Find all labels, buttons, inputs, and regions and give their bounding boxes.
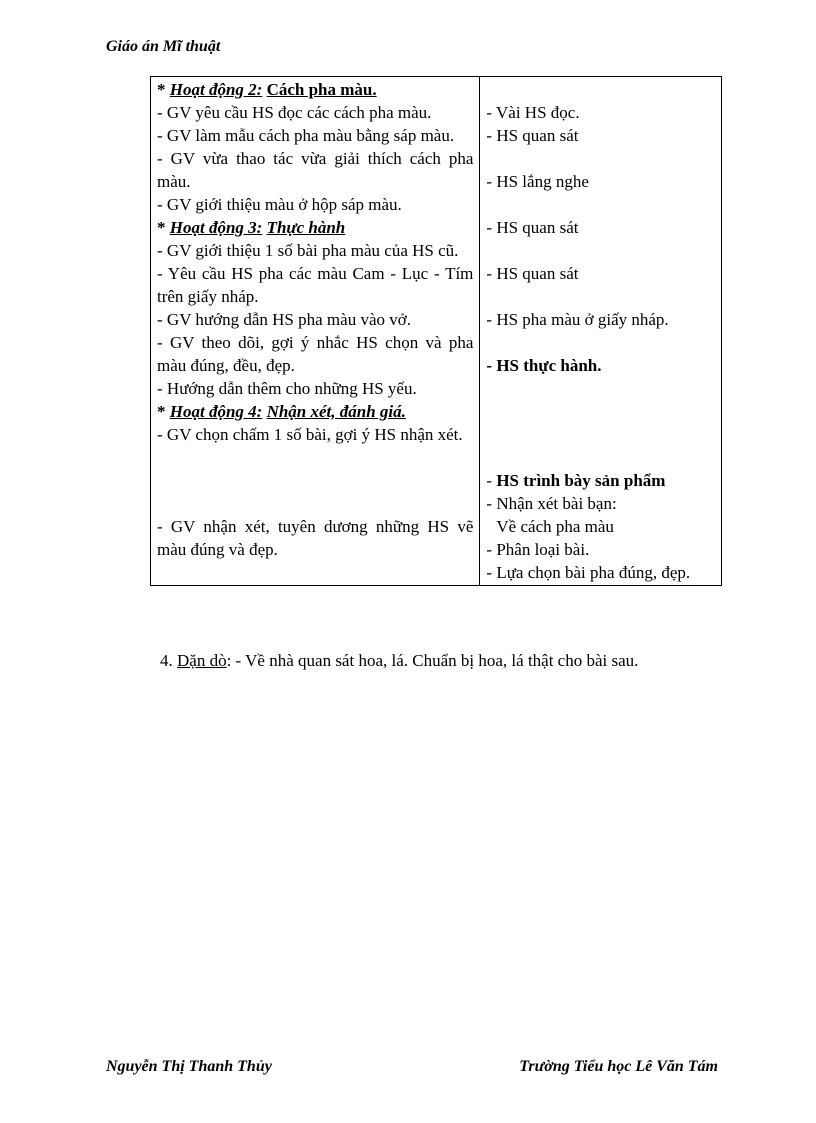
school-name: Trường Tiểu học Lê Văn Tám	[519, 1058, 718, 1075]
activity-name: Hoạt động 2:	[169, 80, 263, 99]
teacher-step: - GV hướng dẫn HS pha màu vào vở.	[157, 310, 411, 329]
teacher-step: - GV yêu cầu HS đọc các cách pha màu.	[157, 103, 432, 122]
student-step: - HS quan sát	[486, 126, 579, 145]
student-step	[486, 469, 715, 492]
homework-note	[160, 651, 638, 671]
student-step: - Vài HS đọc.	[486, 103, 580, 122]
activity-3-heading	[157, 216, 473, 239]
page-header: Giáo án Mĩ thuật	[106, 38, 221, 55]
teacher-step: - Yêu cầu HS pha các màu Cam - Lục - Tím trên giấy nháp.	[157, 264, 474, 306]
table-row	[151, 77, 722, 586]
activity-4-heading	[157, 400, 473, 423]
student-step: Về cách pha màu	[496, 517, 614, 536]
teacher-step: - GV chọn chấm 1 số bài, gợi ý HS nhận xét.	[157, 425, 463, 444]
lesson-table	[150, 76, 722, 586]
teacher-step: - GV nhận xét, tuyên dương những HS vẽ màu đúng và đẹp.	[157, 517, 474, 559]
star-marker: *	[157, 402, 170, 421]
student-cell	[480, 77, 722, 586]
teacher-step: - GV làm mẫu cách pha màu bằng sáp màu.	[157, 126, 455, 145]
star-marker: *	[157, 80, 170, 99]
activity-2-heading	[157, 80, 377, 99]
author-name: Nguyễn Thị Thanh Thủy	[106, 1058, 272, 1075]
note-label: Dặn dò	[177, 651, 227, 670]
student-step: - Phân loại bài.	[486, 540, 590, 559]
student-step: - HS quan sát	[486, 264, 579, 283]
teacher-step: - GV theo dõi, gợi ý nhắc HS chọn và pha màu đúng, đều, đẹp.	[157, 333, 474, 375]
activity-title: Thực hành	[266, 218, 346, 237]
student-step: - HS thực hành.	[486, 356, 602, 375]
student-step-bold: HS trình bày sản phẩm	[496, 471, 666, 490]
student-step: - Nhận xét bài bạn:	[486, 494, 617, 513]
note-number: 4.	[160, 651, 177, 670]
note-text: : - Về nhà quan sát hoa, lá. Chuẩn bị hoa, lá thật cho bài sau.	[226, 651, 639, 670]
student-step: - HS lắng nghe	[486, 172, 589, 191]
activity-title: Cách pha màu.	[266, 80, 377, 99]
activity-title: Nhận xét, đánh giá.	[266, 402, 406, 421]
activity-cell	[151, 77, 480, 586]
student-step: - HS pha màu ở giấy nháp.	[486, 310, 669, 329]
teacher-step: - GV giới thiệu 1 số bài pha màu của HS cũ.	[157, 241, 459, 260]
activity-name: Hoạt động 4:	[169, 402, 263, 421]
activity-name: Hoạt động 3:	[169, 218, 263, 237]
student-step: - HS quan sát	[486, 218, 579, 237]
dash: -	[486, 471, 497, 490]
teacher-step: - GV giới thiệu màu ở hộp sáp màu.	[157, 195, 402, 214]
teacher-step: - Hướng dẫn thêm cho những HS yếu.	[157, 379, 417, 398]
teacher-step: - GV vừa thao tác vừa giải thích cách pha màu.	[157, 149, 474, 191]
student-step: - Lựa chọn bài pha đúng, đẹp.	[486, 563, 691, 582]
star-marker: *	[157, 218, 170, 237]
